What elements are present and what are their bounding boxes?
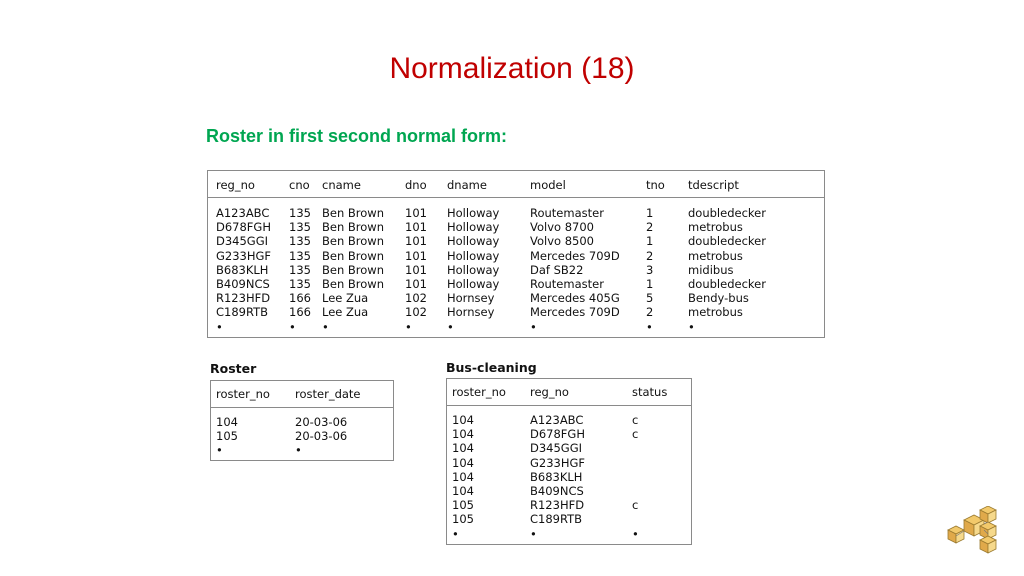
table-cell: 1 [646,277,654,291]
table-cell: 166 [289,305,311,320]
table-cell: 101 [405,248,427,263]
table-cell: 104 [452,469,474,484]
table-cell: Routemaster [530,206,604,220]
table-cell: Hornsey [447,305,495,320]
table-cell: • [632,526,639,541]
table-cell: 101 [405,277,427,291]
table-cell: Holloway [447,262,500,277]
table-cell: Ben Brown [322,277,385,291]
table-cell: G233HGF [530,455,586,470]
table-cell: • [646,319,653,334]
table-cell: • [405,319,412,334]
table-cell: doubledecker [688,234,766,249]
table-cell: B409NCS [216,277,270,291]
table-cell: A123ABC [216,206,270,220]
table-cell: Ben Brown [322,248,385,263]
table-cell: Holloway [447,206,500,220]
table-cell: 102 [405,305,427,320]
section-subtitle: Roster in first second normal form: [206,126,508,146]
column-header: roster_date [295,387,361,401]
table-cell: Bendy-bus [688,291,749,306]
table-cell: 166 [289,291,311,306]
column-header: cno [289,178,310,192]
table-cell: 135 [289,234,311,249]
table-cell: B409NCS [530,484,584,498]
table-cell: B683KLH [530,469,583,484]
table-cell: doubledecker [688,277,766,291]
table-cell: c [632,427,639,442]
table-cell: B683KLH [216,262,269,277]
table-cell: • [452,526,459,541]
table-cell: 104 [452,413,474,427]
table-cell: 105 [216,429,238,444]
table-cell: Volvo 8700 [530,220,594,235]
bus-cleaning-table [446,378,692,545]
table-cell: 20-03-06 [295,415,348,429]
page-title: Normalization (18) [389,52,635,85]
table-cell: D345GGI [530,441,583,456]
table-cell: Volvo 8500 [530,234,594,249]
table-cell: Hornsey [447,291,495,306]
table-cell: • [530,526,537,541]
table-cell: metrobus [688,248,743,263]
roster-first-normal-form-table [207,170,825,338]
column-header: cname [322,178,361,192]
table-cell: • [688,319,695,334]
column-header: tdescript [688,178,739,192]
table-cell: 101 [405,234,427,249]
column-header: tno [646,178,665,192]
table-cell: c [632,498,639,513]
table-cell: Ben Brown [322,234,385,249]
table-cell: 20-03-06 [295,429,348,444]
table-cell: 104 [452,455,474,470]
table-cell: 5 [646,291,654,306]
table-cell: metrobus [688,305,743,320]
table-cell: Holloway [447,220,500,235]
table-cell: 135 [289,248,311,263]
table-cell: Ben Brown [322,206,385,220]
table-cell: A123ABC [530,413,584,427]
table-cell: 104 [452,427,474,442]
table-cell: 101 [405,220,427,235]
table-cell: G233HGF [216,248,272,263]
table-cell: Holloway [447,277,500,291]
table-cell: 3 [646,262,654,277]
table-cell: • [295,443,302,458]
table-cell: 2 [646,220,654,235]
column-header: model [530,178,566,192]
bus-cleaning-table-label: Bus-cleaning [446,360,537,375]
table-cell: 1 [646,206,654,220]
table-cell: Lee Zua [322,305,369,320]
column-header: dno [405,178,427,192]
table-cell: Daf SB22 [530,262,584,277]
table-cell: doubledecker [688,206,766,220]
stacked-cubes-logo-icon [944,506,1004,556]
table-cell: C189RTB [530,512,583,527]
table-cell: C189RTB [216,305,269,320]
table-cell: Ben Brown [322,220,385,235]
column-header: dname [447,178,487,192]
table-cell: metrobus [688,220,743,235]
table-cell: 2 [646,248,654,263]
table-cell: • [447,319,454,334]
table-cell: 102 [405,291,427,306]
table-cell: Holloway [447,234,500,249]
table-cell: D678FGH [530,427,585,442]
table-cell: R123HFD [530,498,585,513]
table-cell: 104 [216,415,238,429]
table-cell: Routemaster [530,277,604,291]
table-cell: 101 [405,206,427,220]
table-cell: 2 [646,305,654,320]
table-cell: 135 [289,262,311,277]
table-cell: 135 [289,206,311,220]
roster-table-label: Roster [210,361,257,376]
column-header: reg_no [530,385,569,399]
table-cell: 104 [452,484,474,498]
table-cell: 101 [405,262,427,277]
table-cell: D678FGH [216,220,271,235]
table-cell: midibus [688,262,734,277]
table-cell: D345GGI [216,234,269,249]
table-cell: 105 [452,512,474,527]
table-cell: c [632,413,639,427]
column-header: roster_no [452,385,506,399]
table-cell: R123HFD [216,291,271,306]
table-cell: • [216,319,223,334]
roster-table [210,380,394,461]
table-cell: • [322,319,329,334]
table-cell: 105 [452,498,474,513]
table-cell: 135 [289,277,311,291]
table-cell: Holloway [447,248,500,263]
table-cell: • [216,443,223,458]
column-header: reg_no [216,178,255,192]
table-cell: Mercedes 405G [530,291,620,306]
column-header: roster_no [216,387,270,401]
table-cell: 104 [452,441,474,456]
table-cell: • [530,319,537,334]
column-header: status [632,385,668,399]
table-cell: Mercedes 709D [530,248,620,263]
table-cell: Ben Brown [322,262,385,277]
table-cell: 1 [646,234,654,249]
table-cell: 135 [289,220,311,235]
table-cell: Mercedes 709D [530,305,620,320]
table-cell: Lee Zua [322,291,369,306]
table-cell: • [289,319,296,334]
